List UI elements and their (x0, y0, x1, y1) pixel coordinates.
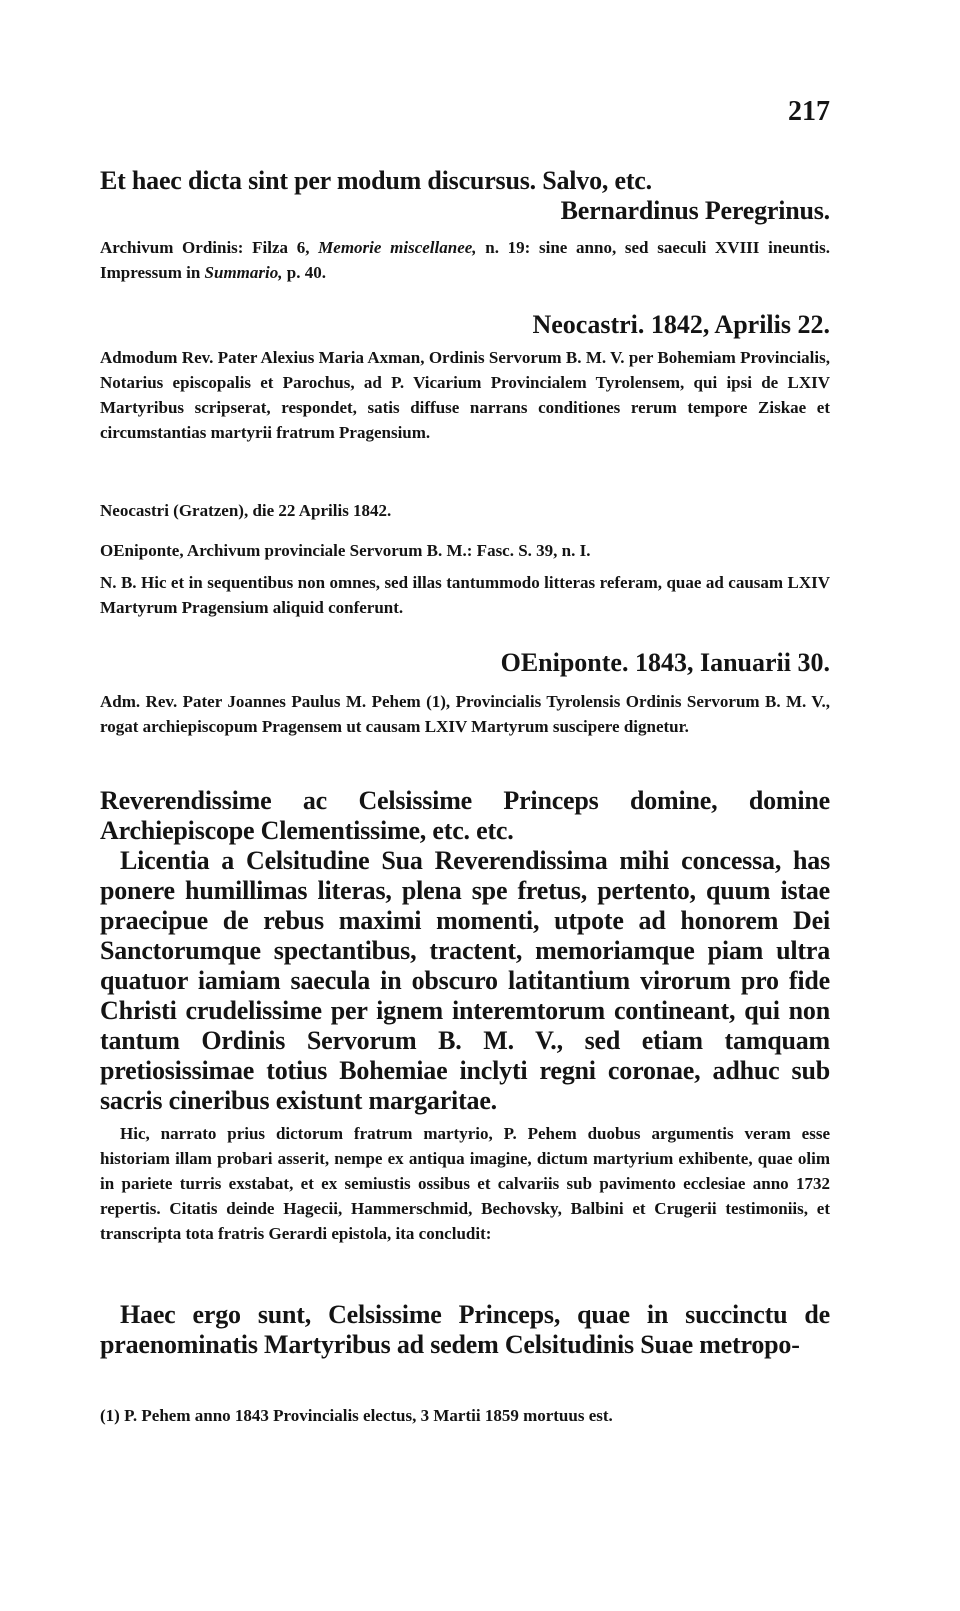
footnote: (1) P. Pehem anno 1843 Provincialis electus, 3 Martii 1859 mortuus est. (100, 1406, 613, 1425)
archive-note-1-b: n. 19: sine anno, sed saeculi XVIII ineuntis. Impressum in (100, 238, 830, 282)
letter-conclusion: Haec ergo sunt, Celsissime Princeps, quae in succinctu de praenominatis Martyribus ad sedem Celsitudinis Suae metropo- (100, 1300, 830, 1359)
nb-note: N. B. Hic et in sequentibus non omnes, sed illas tantummodo litteras referam, quae ad causam LXIV Martyrum Pragensium aliquid conferunt. (100, 573, 830, 617)
source-note-1: OEniponte, Archivum provinciale Servorum B. M.: Fasc. S. 39, n. I. (100, 541, 591, 560)
archive-note-1-c: p. 40. (282, 263, 326, 282)
closing-line: Et haec dicta sint per modum discursus. Salvo, etc. (100, 166, 652, 195)
archive-note-1-a: Archivum Ordinis: Filza 6, (100, 238, 319, 257)
letter-date-1: Neocastri. 1842, Aprilis 22. (532, 310, 830, 339)
editor-note: Hic, narrato prius dictorum fratrum martyrio, P. Pehem duobus argumentis veram esse historiam illam probari asserit, nempe ex antiqua imagine, dictum martyrium exhibente, quae olim in pariete turris exstabat, et ex semiustis ossibus et calvariis sub pavimento ecclesiae anno 1732 repertis. Citatis deinde Hagecii, Hammerschmid, Bechovsky, Balbini et Crugerii testimoniis, et transcripta tota fratris Gerardi epistola, ita concludit: (100, 1124, 830, 1243)
letter-body: Licentia a Celsitudine Sua Reverendissima mihi concessa, has ponere humillimas literas, plena spe fretus, pertento, quum istae praecipue de rebus maximi momenti, utpote ad honorem Dei Sanctorumque spectantibus, tractent, memoriamque piam ultra quatuor iamiam saecula in obscuro latitantium virorum pro fide Christi crudelissime per ignem interemtorum contineant, qui non tantum Ordinis Servorum B. M. V., sed etiam tamquam pretiosissimae totius Bohemiae inclyti regni coronae, adhuc sub sacris cineribus existunt margaritae. (100, 846, 830, 1115)
archive-note-1-italic: Memorie miscellanee, (318, 238, 477, 257)
place-date-1: Neocastri (Gratzen), die 22 Aprilis 1842. (100, 501, 392, 520)
letter-summary-2: Adm. Rev. Pater Joannes Paulus M. Pehem (1), Provincialis Tyrolensis Ordinis Servorum B. M. V., rogat archiepiscopum Pragensem ut causam LXIV Martyrum suscipere dignetur. (100, 692, 830, 736)
letter-date-2: OEniponte. 1843, Ianuarii 30. (500, 648, 830, 677)
archive-note-1 (100, 235, 830, 285)
archive-note-1-italic2: Summario, (204, 263, 283, 282)
page-number: 217 (788, 96, 830, 127)
closing-signature: Bernardinus Peregrinus. (560, 196, 830, 225)
letter-salutation: Reverendissime ac Celsissime Princeps domine, domine Archiepiscope Clementissime, etc. etc. (100, 786, 830, 845)
letter-summary-1: Admodum Rev. Pater Alexius Maria Axman, Ordinis Servorum B. M. V. per Bohemiam Provincialis, Notarius episcopalis et Parochus, ad P. Vicarium Provincialem Tyrolensem, qui ipsi de LXIV Martyribus scripserat, respondet, satis diffuse narrans conditiones rerum tempore Ziskae et circumstantias martyrii fratrum Pragensium. (100, 348, 830, 442)
